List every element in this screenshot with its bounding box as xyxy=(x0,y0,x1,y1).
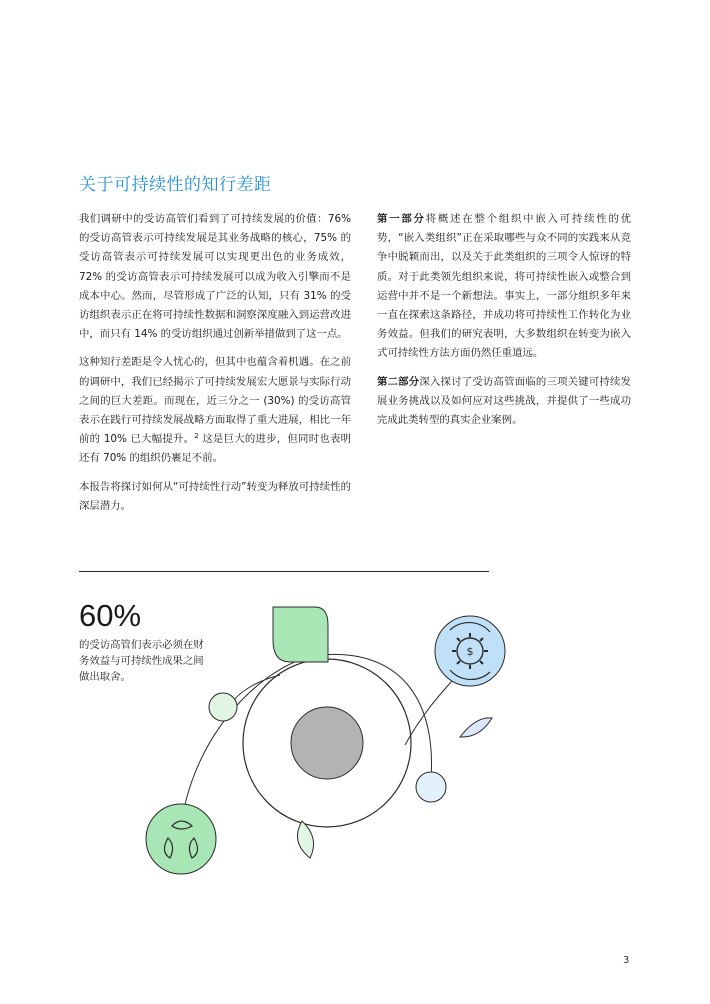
part-two-paragraph xyxy=(377,373,631,431)
footnote-ref: 2 xyxy=(194,432,199,441)
sustainability-illustration xyxy=(0,560,710,900)
leaf-small-green xyxy=(298,821,314,858)
paragraph-gap-a: 这种知行差距是令人忧心的，但其中也蕴含着机遇。在之前的调研中，我们已经揭示了可持续发展宏大愿景与实际行动之间的巨大差距。而现在，近三分之一 (30%) 的受访高管表示在践行可持续发展战略方面取得了重大进展，相比一年前的 10% 已大幅提升。 xyxy=(79,356,351,446)
leaf-icon xyxy=(273,607,328,662)
page-number: 3 xyxy=(623,955,630,966)
paragraph-value: 我们调研中的受访高管们看到了可持续发展的价值：76% 的受访高管表示可持续发展是其业务战略的核心，75% 的受访高管表示可持续发展可以实现更出色的业务成效，72% 的受访高管表示可持续发展可以成为收入引擎而不是成本中心。然而，尽管形成了广泛的认知，只有 31% 的受访组织表示正在将可持续性数据和洞察深度融入到运营改进中，而只有 14% 的受访组织通过创新举措做到了这一点。 xyxy=(79,213,351,341)
paragraph-report: 本报告将探讨如何从“可持续性行动”转变为释放可持续性的深层潜力。 xyxy=(79,480,351,512)
part-two-label: 第二部分 xyxy=(377,375,420,388)
recycle-leaves-icon xyxy=(146,804,216,874)
small-bubble-green xyxy=(209,693,237,721)
part-one-label: 第一部分 xyxy=(377,213,426,225)
gear-dollar-icon xyxy=(435,616,505,686)
section-heading: 关于可持续性的知行差距 xyxy=(79,175,272,195)
part-one-paragraph xyxy=(377,210,631,364)
right-column xyxy=(377,210,631,439)
leaf-small-blue xyxy=(460,718,492,737)
paragraph-gap xyxy=(79,353,351,468)
part-one-text: 将概述在整个组织中嵌入可持续性的优势，“嵌入类组织”正在采取哪些与众不同的实践来从竞争中脱颖而出，以及关于此类组织的三项令人惊讶的特质。对于此类领先组织来说，将可持续性嵌入或整合到运营中并不是一个新想法。事实上，一部分组织多年来一直在探索这条路径，并成功将可持续性工作转化为业务效益。但我们的研究表明，大多数组织在转变为嵌入式可持续性方法方面仍然任重道远。 xyxy=(377,213,632,360)
small-bubble-blue xyxy=(416,772,446,802)
paragraph-gap-b: 这是巨大的进步，但同时也表明还有 70% 的组织仍裹足不前。 xyxy=(79,433,351,465)
svg-text:$: $ xyxy=(466,645,474,658)
core-circle xyxy=(291,707,363,779)
part-two-text: 深入探讨了受访高管面临的三项关键可持续发展业务挑战以及如何应对这些挑战，并提供了一些成功完成此类转型的真实企业案例。 xyxy=(377,375,632,427)
stat-number: 60% xyxy=(79,598,142,633)
stat-caption: 的受访高管们表示必须在财务效益与可持续性成果之间做出取舍。 xyxy=(79,639,204,683)
left-column xyxy=(79,210,351,525)
